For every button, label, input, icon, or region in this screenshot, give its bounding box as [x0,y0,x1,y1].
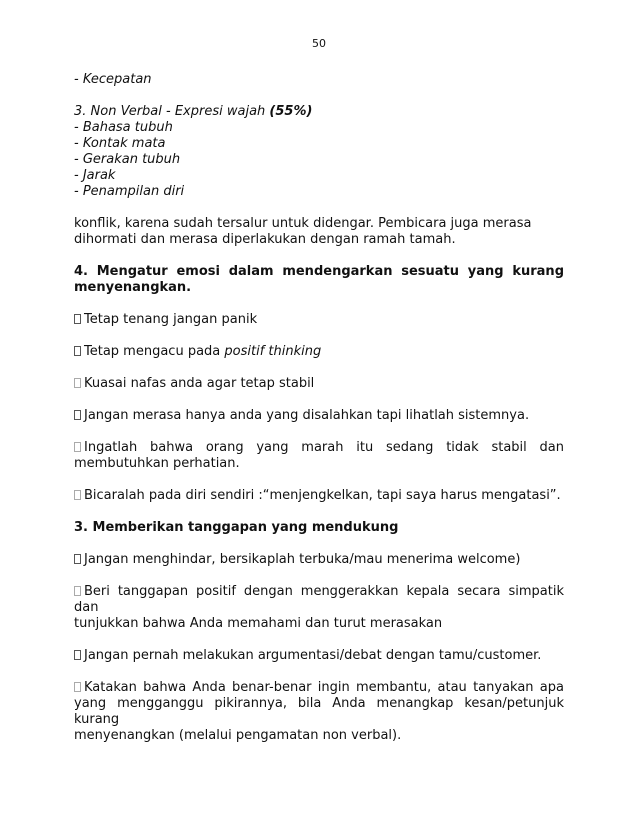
bullet-line: Katakan bahwa Anda benar-benar ingin membantu, atau tanyakan apa [74,680,564,696]
checkbox-bullet-icon [74,490,81,500]
nonverbal-list [74,104,564,200]
bullet-item: Kuasai nafas anda agar tetap stabil [74,376,564,392]
bullet-item: Jangan menghindar, bersikaplah terbuka/mau menerima welcome) [74,552,564,568]
italic-term: positif thinking [224,344,322,359]
bullet-line: membutuhkan perhatian. [74,456,240,471]
list-item-kecepatan: - Kecepatan [74,72,152,87]
checkbox-bullet-icon [74,410,81,420]
paragraph-line: konflik, karena sudah tersalur untuk didengar. Pembicara juga merasa [74,216,532,231]
paragraph-line: dihormati dan merasa diperlakukan dengan ramah tamah. [74,232,456,247]
list-item: - Gerakan tubuh [74,152,181,167]
checkbox-bullet-icon [74,682,81,692]
list-item: - Kontak mata [74,136,166,151]
bullet-item: Tetap tenang jangan panik [74,312,564,328]
checkbox-bullet-icon [74,378,81,388]
bullet-item: Jangan pernah melakukan argumentasi/debat dengan tamu/customer. [74,648,564,664]
bullet-line: Beri tanggapan positif dengan menggerakkan kepala secara simpatik dan [74,584,564,615]
bullet-item [74,680,564,744]
section-title-line: 4. Mengatur emosi dalam mendengarkan sesuatu yang kurang [74,264,564,279]
bullet-item: Jangan merasa hanya anda yang disalahkan tapi lihatlah sistemnya. [74,408,564,424]
bullet-item [74,440,564,472]
checkbox-bullet-icon [74,346,81,356]
page-content [74,72,564,744]
checkbox-bullet-icon [74,650,81,660]
list-item: - Penampilan diri [74,184,185,199]
list-item: - Bahasa tubuh [74,120,173,135]
bullet-line: tunjukkan bahwa Anda memahami dan turut merasakan [74,616,443,631]
section-3-title: 3. Memberikan tanggapan yang mendukung [74,520,399,535]
page-number: 50 [312,37,326,50]
bullet-item [74,584,564,632]
bullet-item: Bicaralah pada diri sendiri :“menjengkelkan, tapi saya harus mengatasi”. [74,488,564,504]
bullet-line: yang mengganggu pikirannya, bila Anda menangkap kesan/petunjuk kurang [74,696,564,727]
bullet-line: Ingatlah bahwa orang yang marah itu sedang tidak stabil dan [74,440,564,456]
list-item: - Jarak [74,168,116,183]
checkbox-bullet-icon [74,586,81,596]
section-title-line: menyenangkan. [74,280,192,295]
section-4-title [74,264,564,296]
paragraph-konflik [74,216,564,248]
checkbox-bullet-icon [74,554,81,564]
bullet-item: Tetap mengacu pada positif thinking [74,344,564,360]
bullet-line: menyenangkan (melalui pengamatan non verbal). [74,728,402,743]
nonverbal-heading-text: 3. Non Verbal - Expresi wajah [74,104,270,119]
nonverbal-heading [74,104,564,120]
nonverbal-percent: (55%) [269,104,313,119]
checkbox-bullet-icon [74,314,81,324]
checkbox-bullet-icon [74,442,81,452]
